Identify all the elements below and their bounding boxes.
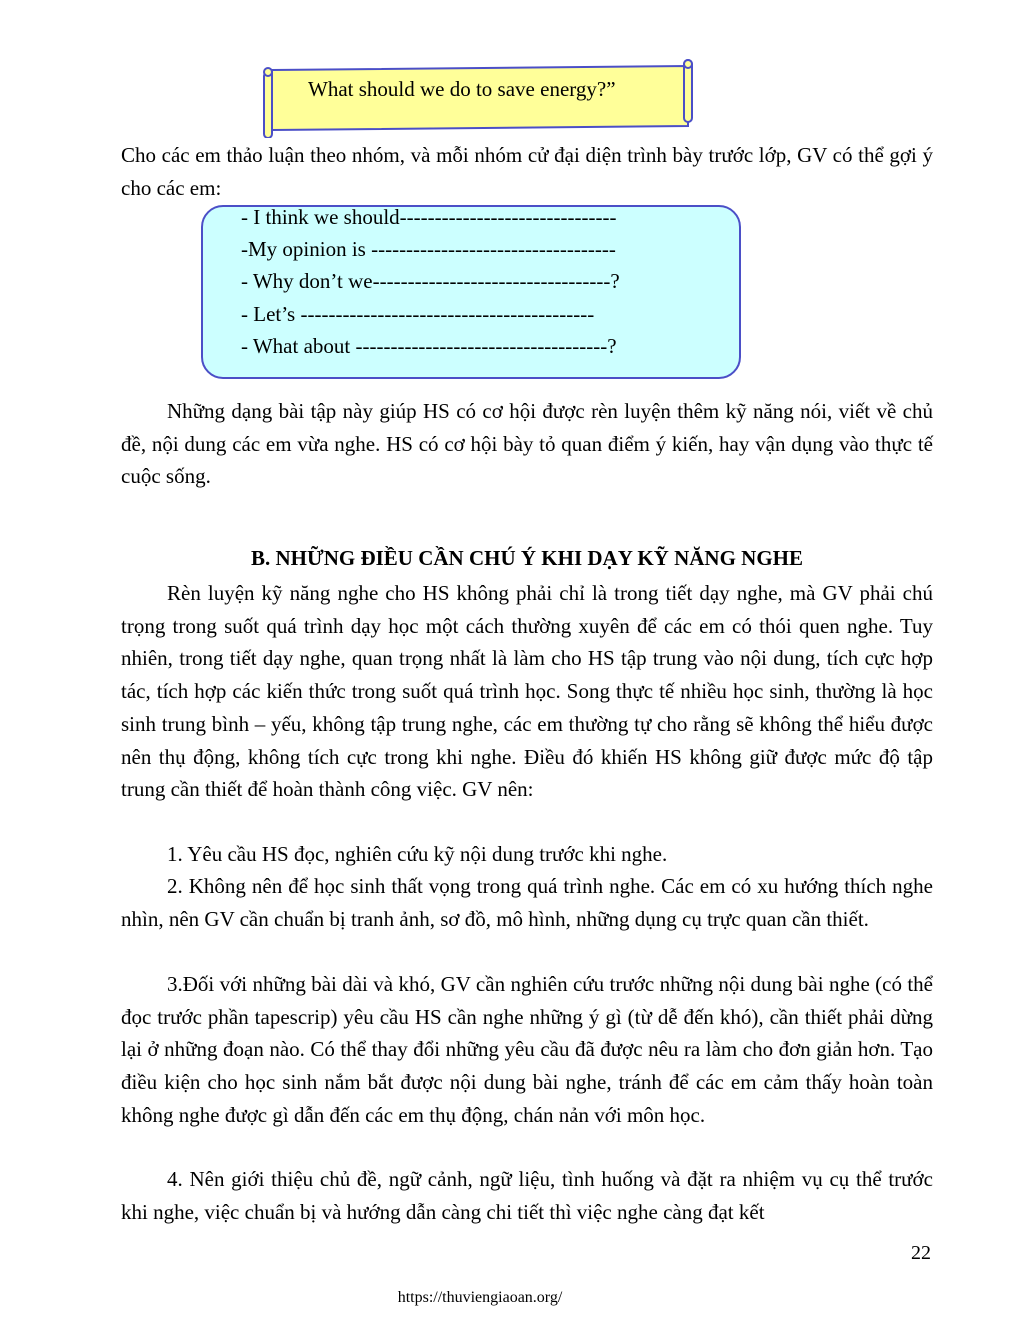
- body-paragraph-item-2: 2. Không nên để học sinh thất vọng trong quá trình nghe. Các em có xu hướng thích nghe nhìn, nên GV cần chuẩn bị tranh ảnh, sơ đồ, mô hình, những dụng cụ trực quan cần thiết.: [121, 874, 933, 931]
- footer-url[interactable]: https://thuviengiaoan.org/: [397, 1289, 563, 1306]
- body-paragraph-item-3: 3.Đối với những bài dài và khó, GV cần nghiên cứu trước những nội dung bài nghe (có thể đọc trước phần tapescrip) yêu cầu HS cần nghe những ý gì (từ dễ đến khó), cần thiết phải dừng lại ở những đoạn nào. Có thể thay đổi những yêu cầu đã được nêu ra làm cho đơn giản hơn. Tạo điều kiện cho học sinh nắm bắt được nội dung bài nghe, tránh để các em cảm thấy hoàn toàn không nghe được gì dẫn đến các em thụ động, chán nản với môn học.: [121, 972, 933, 1127]
- body-paragraph-item-1: 1. Yêu cầu HS đọc, nghiên cứu kỹ nội dung trước khi nghe.: [167, 842, 668, 866]
- body-paragraph-item-4: 4. Nên giới thiệu chủ đề, ngữ cảnh, ngữ liệu, tình huống và đặt ra nhiệm vụ cụ thể trước khi nghe, việc chuẩn bị và hướng dẫn càng chi tiết thì việc nghe càng đạt kết: [121, 1167, 933, 1224]
- scroll-banner: [260, 58, 696, 138]
- hint-line-why: - Why don’t we----------------------------------?: [241, 269, 620, 293]
- body-paragraph-intro: Rèn luyện kỹ năng nghe cho HS không phải chỉ là trong tiết dạy nghe, mà GV phải chú trọng trong suốt quá trình dạy học một cách thường xuyên để các em có thói quen nghe. Tuy nhiên, trong tiết dạy nghe, quan trọng nhất là làm cho HS tập trung vào nội dung, tích cực hợp tác, tích hợp các kiến thức trong suốt quá trình học. Song thực tế nhiều học sinh, thường là học sinh trung bình – yếu, không tập trung nghe, các em thường tự cho rằng sẽ không thể hiểu được nên thụ động, không tích cực trong khi nghe. Điều đó khiến HS không giữ được mức độ tập trung cần thiết để hoàn thành công việc. GV nên:: [121, 581, 933, 802]
- hint-line-what-about: - What about ------------------------------------?: [241, 334, 617, 358]
- intro-paragraph: Cho các em thảo luận theo nhóm, và mỗi nhóm cử đại diện trình bày trước lớp, GV có thể gợi ý cho các em:: [121, 143, 933, 200]
- hint-line-opinion: -My opinion is -----------------------------------: [241, 237, 616, 261]
- page-number: 22: [911, 1242, 931, 1264]
- scroll-banner-text: What should we do to save energy?”: [308, 77, 616, 101]
- hint-line-lets: - Let’s ------------------------------------------: [241, 302, 595, 326]
- hint-line-should: - I think we should-------------------------------: [241, 205, 617, 229]
- summary-paragraph: Những dạng bài tập này giúp HS có cơ hội được rèn luyện thêm kỹ năng nói, viết về chủ đề, nội dung các em vừa nghe. HS có cơ hội bày tỏ quan điểm ý kiến, hay vận dụng vào thực tế cuộc sống.: [121, 399, 933, 489]
- section-heading: B. NHỮNG ĐIỀU CẦN CHÚ Ý KHI DẠY KỸ NĂNG NGHE: [250, 546, 804, 570]
